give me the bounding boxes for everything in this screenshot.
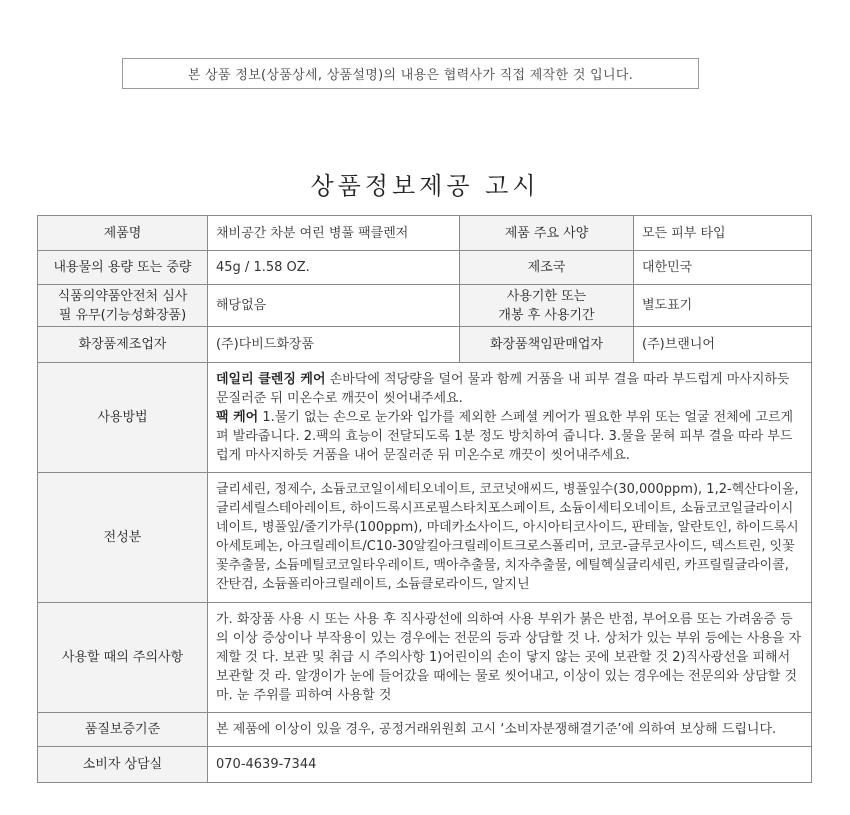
expiry-label (460, 285, 634, 327)
mfds-review-value: 해당없음 (208, 285, 460, 327)
table-row (38, 363, 812, 473)
usage-pack-title: 팩 케어 (216, 409, 259, 425)
expiry-label-line2: 개봉 후 사용기간 (498, 307, 595, 323)
main-spec-value: 모든 피부 타입 (634, 216, 812, 251)
table-row (38, 285, 812, 327)
origin-label: 제조국 (460, 251, 634, 285)
manufacturer-label: 화장품제조업자 (38, 327, 208, 363)
volume-value: 45g / 1.58 OZ. (208, 251, 460, 285)
usage-daily-title: 데일리 클렌징 케어 (216, 371, 326, 387)
mfds-review-label-line1: 식품의약품안전처 심사 (57, 288, 188, 304)
seller-value: (주)브랜니어 (634, 327, 812, 363)
table-row (38, 473, 812, 603)
page-title: 상품정보제공 고시 (310, 172, 540, 200)
origin-value: 대한민국 (634, 251, 812, 285)
expiry-label-line1: 사용기한 또는 (506, 288, 587, 304)
usage-label: 사용방법 (38, 363, 208, 473)
table-row (38, 251, 812, 285)
usage-daily-text: 손바닥에 적당량을 덜어 물과 함께 거품을 내 피부 결을 따라 부드럽게 마사지하듯 문질러준 뒤 미온수로 깨끗이 씻어내주세요. (216, 371, 790, 406)
product-name-label: 제품명 (38, 216, 208, 251)
support-label: 소비자 상담실 (38, 747, 208, 783)
table-row (38, 327, 812, 363)
main-spec-label: 제품 주요 사양 (460, 216, 634, 251)
manufacturer-value: (주)다비드화장품 (208, 327, 460, 363)
warranty-label: 품질보증기준 (38, 713, 208, 747)
mfds-review-label (38, 285, 208, 327)
warranty-value: 본 제품에 이상이 있을 경우, 공정거래위원회 고시 ‘소비자분쟁해결기준’에 의하여 보상해 드립니다. (208, 713, 812, 747)
table-row (38, 603, 812, 713)
notice-text: 본 상품 정보(상품상세, 상품설명)의 내용은 협력사가 직접 제작한 것 입니다. (187, 68, 634, 83)
ingredients-label: 전성분 (38, 473, 208, 603)
caution-value: 가. 화장품 사용 시 또는 사용 후 직사광선에 의하여 사용 부위가 붉은 반점, 부어오름 또는 가려움증 등의 이상 증상이나 부작용이 있는 경우에는 전문의 등과 상담할 것 나. 상처가 있는 부위 등에는 사용을 자제할 것 다. 보관 및 취급 시 주의사항 1)어린이의 손이 닿지 않는 곳에 보관할 것 2)직사광선을 피해서 보관할 것 라. 알갱이가 눈에 들어갔을 때에는 물로 씻어내고, 이상이 있는 경우에는 전문의와 상담할 것 마. 눈 주위를 피하여 사용할 것 (208, 603, 812, 713)
usage-value (208, 363, 812, 473)
mfds-review-label-line2: 필 유무(기능성화장품) (58, 307, 187, 323)
table-row (38, 216, 812, 251)
table-row (38, 747, 812, 783)
product-info-table (37, 215, 812, 783)
volume-label: 내용물의 용량 또는 중량 (38, 251, 208, 285)
table-row (38, 713, 812, 747)
product-name-value: 채비공간 차분 여린 병풀 팩클렌저 (208, 216, 460, 251)
notice-box (122, 58, 699, 89)
ingredients-value: 글리세린, 정제수, 소듐코코일이세티오네이트, 코코넛애씨드, 병풀잎수(30,000ppm), 1,2-헥산다이올, 글리세릴스테아레이트, 하이드록시프로필스타치포스페이트, 소듐이세티오네이트, 소듐코코일글라이시네이트, 병풀잎/줄기가루(100ppm), 마데카소사이드, 아시아티코사이드, 판테놀, 알란토인, 하이드록시아세토페논, 아크릴레이트/C10-30알킬아크릴레이트크로스폴리머, 코코-글루코사이드, 덱스트린, 잇꽃꽃추출물, 소듐메틸코코일타우레이트, 맥아추출물, 치자추출물, 에틸헥실글리세린, 카프릴릴글라이콜, 잔탄검, 소듐폴리아크릴레이트, 소듐클로라이드, 알지닌 (208, 473, 812, 603)
usage-pack-text: 1.물기 없는 손으로 눈가와 입가를 제외한 스페셜 케어가 필요한 부위 또는 얼굴 전체에 고르게 펴 발라줍니다. 2.팩의 효능이 전달되도록 1분 정도 방치하여 줍니다. 3.물을 묻혀 피부 결을 따라 부드럽게 마사지하듯 거품을 내어 문질러준 뒤 미온수로 깨끗이 씻어내주세요. (216, 409, 794, 463)
seller-label: 화장품책임판매업자 (460, 327, 634, 363)
expiry-value: 별도표기 (634, 285, 812, 327)
caution-label: 사용할 때의 주의사항 (38, 603, 208, 713)
support-value: 070-4639-7344 (208, 747, 812, 783)
